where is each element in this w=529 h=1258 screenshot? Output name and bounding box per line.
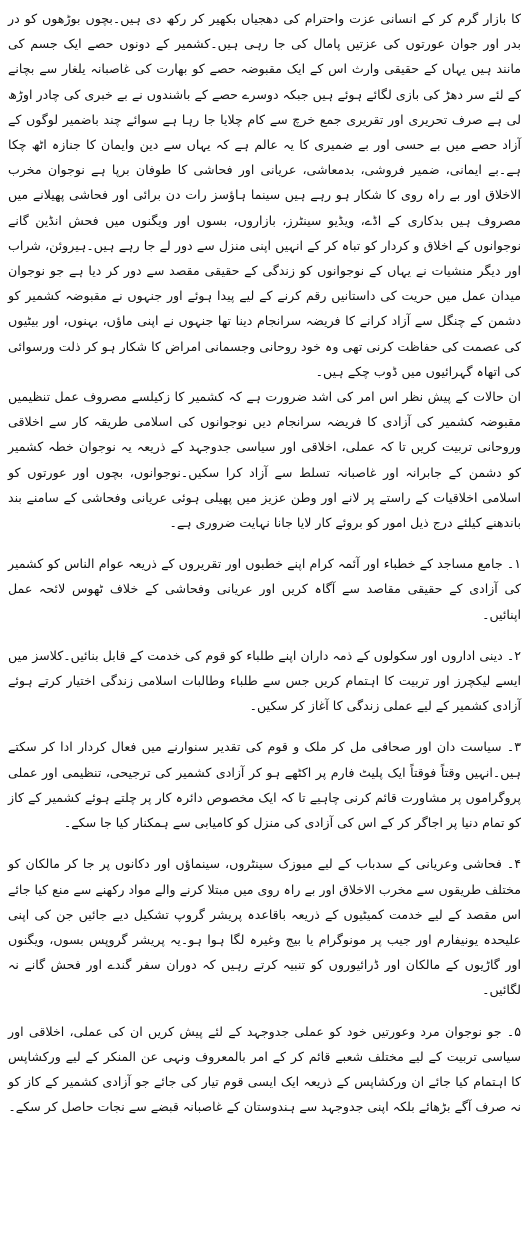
list-item-point-2: ۲۔ دینی اداروں اور سکولوں کے ذمہ داران اپنے طلباء کو قوم کی خدمت کے قابل بنائیں۔کلاسز میں ایسے لیکچرز اور تربیت کا اہتمام کریں جس سے طلباء وطالبات اسلامی زندگی اختیار کرتے ہوئے آزادی کشمیر کے لیے عملی زندگی کا آغاز کر سکیں۔	[8, 647, 521, 714]
spacer	[8, 718, 521, 734]
paragraph-intro: کا بازار گرم کر کے انسانی عزت واحترام کی دھجیاں بکھیر کر رکھ دی ہیں۔بچوں بوڑھوں کو در بدر اور جوان عورتوں کی عزتیں پامال کی جا رہی ہیں۔کشمیر کے دونوں حصے ایک جسم کی مانند ہیں یہاں کے حقیقی وارث اس کے ایک مقبوضہ حصے کو بھارت کی غاصبانہ یلغار سے بچانے کے لئے سر دھڑ کی بازی لگائے ہوئے ہیں جبکہ دوسرے حصے کے باشندوں نے بے خبری کی چادر اوڑھ لی ہے صرف تحریری اور تقریری جمع خرچ سے کام چلایا جا رہا ہے سوائے چند باضمیر لوگوں کے آزاد حصے میں بے حسی اور بے ضمیری کا یہ عالم ہے کہ یہاں سے دین وایمان کا جنازہ اٹھ چکا ہے۔بے ایمانی، ضمیر فروشی، بدمعاشی، عریانی اور فحاشی کا طوفان برپا ہے نوجوان مخرب الاخلاق اور بے راہ روی کا شکار ہو رہے ہیں سینما ہاؤسز رات دن برائی اور فحاشی پھیلانے میں مصروف ہیں بدکاری کے اڈے، ویڈیو سینٹرز، بازاروں، بسوں اور ویگنوں میں فحش انڈین گانے نوجوانوں کے اخلاق و کردار کو تباہ کر کے انہیں اپنی منزل سے دور لے جا رہے ہیں۔ہیروئن، شراب اور دیگر منشیات نے یہاں کے نوجوانوں کو زندگی کے حقیقی مقصد سے دور کر دیا ہے جو نوجوان میدان عمل میں حریت کی داستانیں رقم کرنے کے لیے پیدا ہوئے اور جنہوں نے مقبوضہ کشمیر کو دشمن کے چنگل سے آزاد کرانے کا فریضہ سرانجام دینا تھا جنہوں نے اپنی ماؤں، بہنوں، اور بیٹیوں کی عصمت کی حفاظت کرنی تھی وہ خود روحانی وجسمانی امراض کا شکار ہو کر ذلت ورسوائی کی اتھاہ گہرائیوں میں ڈوب چکے ہیں۔	[8, 11, 521, 379]
spacer	[8, 627, 521, 643]
list-item-point-3: ۳۔ سیاست دان اور صحافی مل کر ملک و قوم کی تقدیر سنوارنے میں فعال کردار ادا کر سکتے ہیں۔انہیں وقتاً فوقتاً ایک پلیٹ فارم پر اکٹھے ہو کر آزادی کشمیر کی ترجیحی، تنظیمی اور عملی پروگراموں پر مشاورت قائم کرنی چاہیے تا کہ ایک مخصوص دائرہ کار پر چلتے ہوئے کشمیر کے کاز کو تمام دنیا پر اجاگر کر کے اس کی آزادی کی منزل کو کامیابی سے ہمکنار کیا جا سکے۔	[8, 739, 521, 831]
list-item-point-4: ۴۔ فحاشی وعریانی کے سدباب کے لیے میوزک سینٹروں، سینماؤں اور دکانوں پر جا کر مالکان کو مختلف طریقوں سے مخرب الاخلاق اور بے راہ روی میں مبتلا کرنے والے مواد رکھنے سے منع کیا جائے اس مقصد کے لیے خدمت کمیٹیوں کے ذریعہ باقاعدہ پریشر گروپ تشکیل دیے جائیں جن کی اپنی علیحدہ یونیفارم اور جیب پر مونوگرام یا بیج وغیرہ لگا ہوا ہو۔یہ پریشر گروپس بسوں، ویگنوں اور گاڑیوں کے مالکان اور ڈرائیوروں کو تنبیہ کرتے رہیں کہ دوران سفر گندے اور فحش گانے نہ لگائیں۔	[8, 856, 521, 998]
spacer	[8, 1003, 521, 1019]
list-item-point-1: ۱۔ جامع مساجد کے خطباء اور آئمہ کرام اپنے خطبوں اور تقریروں کے ذریعہ عوام الناس کو کشمیر کی آزادی کے حقیقی مقاصد سے آگاہ کریں اور عریانی وفحاشی کے خلاف ٹھوس لائحہ عمل اپنائیں۔	[8, 556, 521, 622]
list-item-point-5: ۵۔ جو نوجوان مرد وعورتیں خود کو عملی جدوجہد کے لئے پیش کریں ان کی عملی، اخلاقی اور سیاسی تربیت کے لیے مختلف شعبے قائم کر کے امر بالمعروف ونہی عن المنکر کے لیے ورکشاپس کا اہتمام کیا جائے ان ورکشاپس کے ذریعہ ایک ایسی قوم تیار کی جائے جو آزادی کشمیر کے کاز کو نہ صرف آگے بڑھائے بلکہ اپنی جدوجہد سے ہندوستان کے غاصبانہ قبضے سے نجات حاصل کر سکے۔	[8, 1023, 521, 1115]
paragraph-current-situation: ان حالات کے پیش نظر اس امر کی اشد ضرورت ہے کہ کشمیر کا زکیلسے مصروف عمل تنظیمیں مقبوضہ کشمیر کی آزادی کا فریضہ سرانجام دیں نوجوانوں کی اسلامی طریقہ کار سے اخلاقی وروحانی تربیت کریں تا کہ عملی، اخلاقی اور سیاسی جدوجہد کے ذریعہ یہ نوجوان خطہ کشمیر کو دشمن کے جابرانہ اور غاصبانہ تسلط سے آزاد کرا سکیں۔نوجوانوں، بچوں اور عورتوں کو اسلامی اخلاقیات کے راستے پر لانے اور وطن عزیز میں پھیلی ہوئی عریانی وفحاشی کے سامنے بند باندھنے کیلئے درج ذیل امور کو بروئے کار لایا جانا نہایت ضروری ہے۔	[8, 389, 521, 531]
spacer	[8, 835, 521, 851]
spacer	[8, 535, 521, 551]
